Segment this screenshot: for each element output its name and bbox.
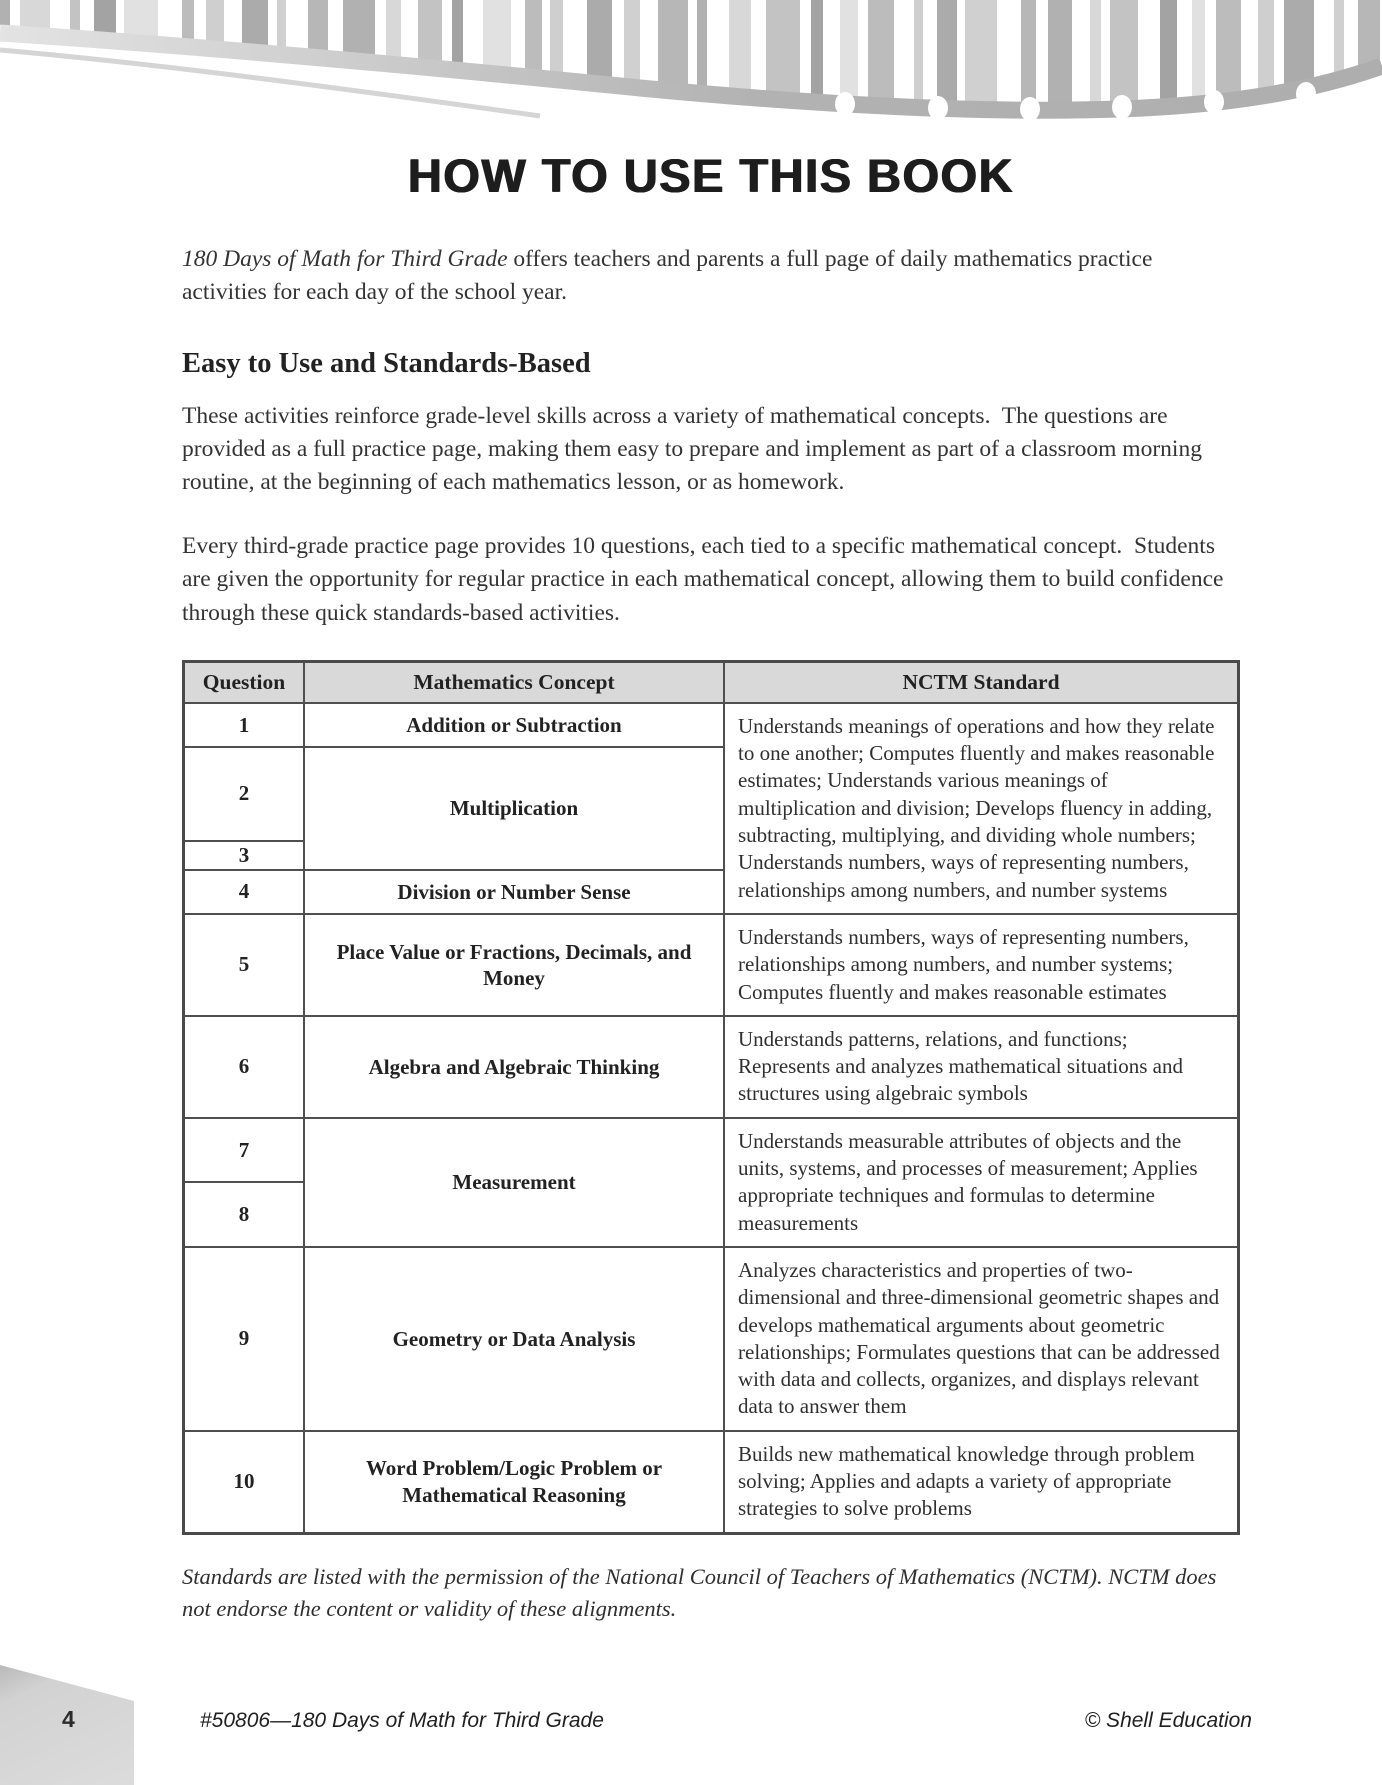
footer-page-number: 4 [62,1706,75,1732]
question-number: 4 [184,870,305,914]
intro-text: offers teachers and parents a full page of daily mathematics practice activities for each day of the school year. [182,246,1159,306]
body-paragraph-1: These activities reinforce grade-level skills across a variety of mathematical concepts. The questions are provided as a full practice page, making them easy to prepare and implement as part of a classroom morning routine, at the beginning of each mathematics lesson, or as homework. [182,402,1208,496]
question-number: 3 [184,841,305,870]
concept-cell: Algebra and Algebraic Thinking [304,1016,724,1118]
concept-cell: Geometry or Data Analysis [304,1247,724,1431]
question-number: 5 [184,914,305,1016]
question-number: 2 [184,747,305,841]
concept-cell: Division or Number Sense [304,870,724,914]
decorative-stripe [1258,0,1274,132]
column-header-question: Question [184,661,305,703]
standard-cell: Understands measurable attributes of objects and the units, systems, and processes of measurement; Applies appropriate techniques and formulas to determine measurements [724,1118,1239,1247]
decorative-stripe [1334,0,1344,132]
footer-publisher: © Shell Education [1084,1709,1252,1732]
table-header-row [184,661,1239,703]
table-row [184,1118,1239,1183]
body-paragraph-2: Every third-grade practice page provides 10 questions, each tied to a specific mathematical concept. Students are given the opportunity for regular practice in each mathematical concept, allowing them to build confidence through these quick standards-based activities. [182,532,1230,626]
question-number: 10 [184,1431,305,1533]
question-number: 8 [184,1182,305,1247]
decorative-stripe [70,0,80,132]
page-title: HOW TO USE THIS BOOK [407,149,1015,202]
page-content [182,0,1240,1648]
concept-cell: Addition or Subtraction [304,703,724,747]
standards-table [182,660,1240,1535]
book-title-italic: 180 Days of Math for Third Grade [182,246,508,272]
section-heading: Easy to Use and Standards-Based [182,347,591,379]
question-number: 7 [184,1118,305,1183]
decorative-stripe [20,0,50,132]
footer-book-ref: #50806—180 Days of Math for Third Grade [200,1709,604,1732]
table-row [184,1431,1239,1533]
decorative-stripe [1284,0,1314,132]
column-header-concept: Mathematics Concept [304,661,724,703]
concept-cell: Measurement [304,1118,724,1247]
decorative-stripe [0,0,10,132]
table-row [184,1247,1239,1431]
table-row [184,1016,1239,1118]
concept-cell: Multiplication [304,747,724,870]
question-number: 9 [184,1247,305,1431]
question-number: 1 [184,703,305,747]
question-number: 6 [184,1016,305,1118]
standard-cell: Understands meanings of operations and how they relate to one another; Computes fluently and makes reasonable estimates; Understands various meanings of multiplication and division; Develops fluency in adding, subtracting, multiplying, and dividing whole numbers; Understands numbers, ways of representing numbers, relationships among numbers, and number systems [724,703,1239,914]
standard-cell: Builds new mathematical knowledge through problem solving; Applies and adapts a variety of appropriate strategies to solve problems [724,1431,1239,1533]
table-row [184,703,1239,747]
column-header-standard: NCTM Standard [724,661,1239,703]
concept-cell: Word Problem/Logic Problem or Mathematical Reasoning [304,1431,724,1533]
intro-paragraph [182,243,1240,310]
concept-cell: Place Value or Fractions, Decimals, and Money [304,914,724,1016]
standard-cell: Analyzes characteristics and properties of two-dimensional and three-dimensional geometric shapes and develops mathematical arguments about geometric relationships; Formulates questions that can be addressed with data and collects, organizes, and displays relevant data to answer them [724,1247,1239,1431]
standard-cell: Understands patterns, relations, and functions; Represents and analyzes mathematical situations and structures using algebraic symbols [724,1016,1239,1118]
nctm-permission-note: Standards are listed with the permission of the National Council of Teachers of Mathematics (NCTM). NCTM does not endorse the content or validity of these alignments. [182,1563,1217,1622]
standard-cell: Understands numbers, ways of representing numbers, relationships among numbers, and number systems; Computes fluently and makes reasonable estimates [724,914,1239,1016]
decorative-stripe [94,0,116,132]
table-row [184,914,1239,1016]
